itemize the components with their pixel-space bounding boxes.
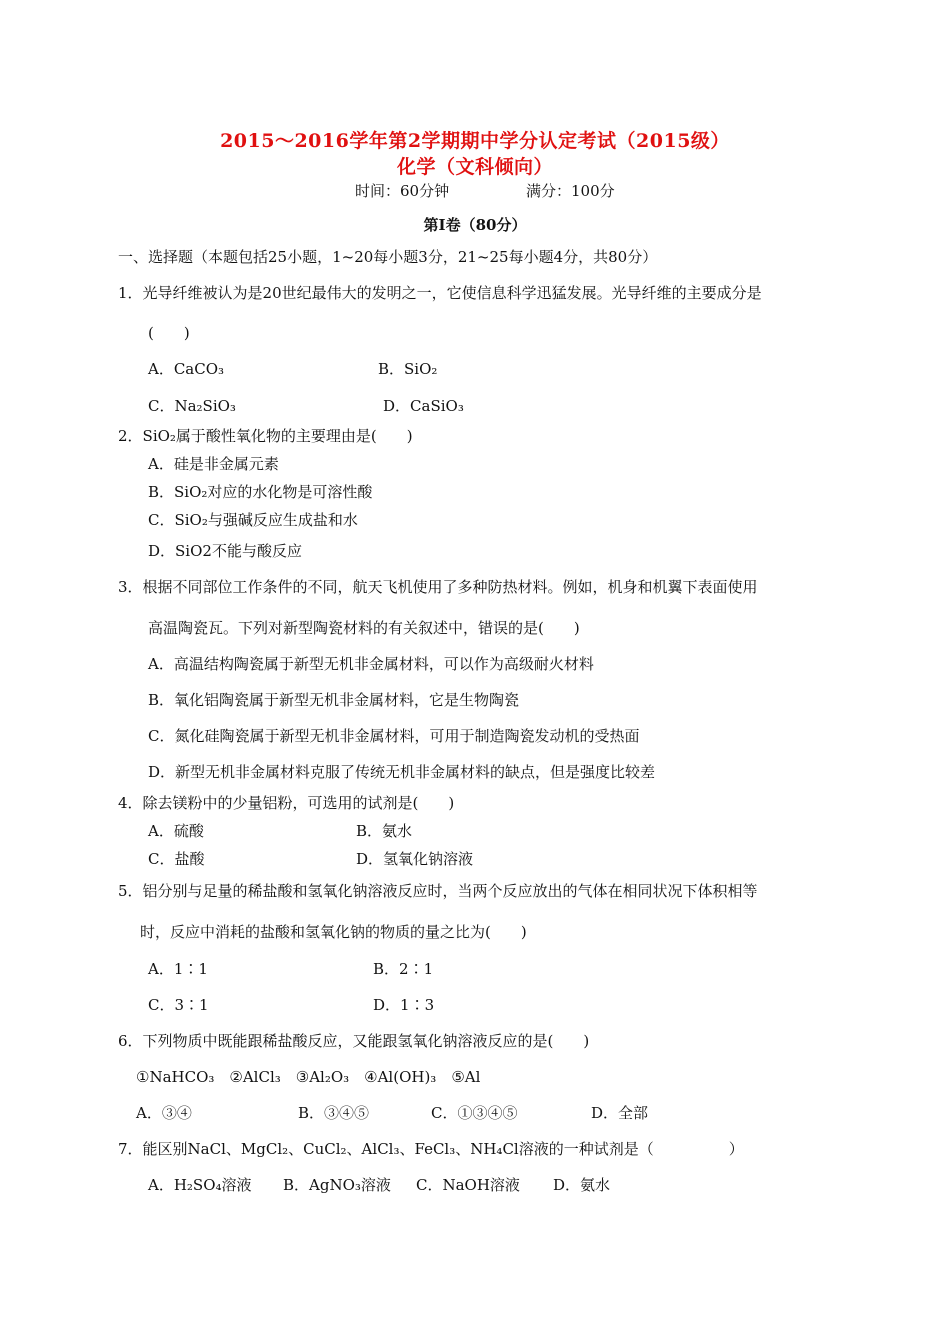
- question-5-option-d: D．1∶3: [373, 996, 435, 1014]
- question-1-bracket: ( ): [148, 324, 190, 342]
- question-1-option-c: C．Na₂SiO₃: [148, 397, 236, 415]
- question-5-option-b: B．2∶1: [373, 960, 434, 978]
- question-4-option-c: C．盐酸: [148, 850, 205, 868]
- question-3-option-a: A．高温结构陶瓷属于新型无机非金属材料，可以作为高级耐火材料: [148, 655, 594, 673]
- question-4-stem: 4．除去镁粉中的少量铝粉，可选用的试剂是( ): [118, 794, 455, 812]
- question-3-stem: 3．根据不同部位工作条件的不同，航天飞机使用了多种防热材料。例如，机身和机翼下表面使用: [118, 578, 758, 596]
- question-3-option-c: C．氮化硅陶瓷属于新型无机非金属材料，可用于制造陶瓷发动机的受热面: [148, 727, 640, 745]
- question-3-option-b: B．氧化铝陶瓷属于新型无机非金属材料，它是生物陶瓷: [148, 691, 520, 709]
- question-6-substances: ①NaHCO₃ ②AlCl₃ ③Al₂O₃ ④Al(OH)₃ ⑤Al: [136, 1068, 481, 1086]
- question-1-option-b: B．SiO₂: [378, 360, 438, 378]
- question-2-option-c: C．SiO₂与强碱反应生成盐和水: [148, 511, 358, 529]
- question-6-option-b: B．③④⑤: [298, 1104, 370, 1122]
- question-6-option-a: A．③④: [136, 1104, 192, 1122]
- exam-title: 2015～2016学年第2学期期中学分认定考试（2015级）: [220, 130, 730, 152]
- question-6-option-d: D．全部: [591, 1104, 649, 1122]
- question-5-option-c: C．3∶1: [148, 996, 209, 1014]
- question-5-stem: 5．铝分别与足量的稀盐酸和氢氧化钠溶液反应时，当两个反应放出的气体在相同状况下体积相等: [118, 882, 758, 900]
- question-7-option-d: D．氨水: [553, 1176, 611, 1194]
- question-7-option-a: A．H₂SO₄溶液: [148, 1176, 252, 1194]
- question-7-option-b: B．AgNO₃溶液: [283, 1176, 391, 1194]
- question-5-option-a: A．1∶1: [148, 960, 208, 978]
- question-7-stem: 7．能区别NaCl、MgCl₂、CuCl₂、AlCl₃、FeCl₃、NH₄Cl溶液的一种试剂是（ ）: [118, 1140, 744, 1158]
- question-2-option-b: B．SiO₂对应的水化物是可溶性酸: [148, 483, 373, 501]
- question-7-option-c: C．NaOH溶液: [416, 1176, 520, 1194]
- question-1-stem: 1．光导纤维被认为是20世纪最伟大的发明之一，它使信息科学迅猛发展。光导纤维的主要成分是: [118, 284, 762, 302]
- section-title: 第Ⅰ卷（80分）: [423, 216, 527, 234]
- question-3-option-d: D．新型无机非金属材料克服了传统无机非金属材料的缺点，但是强度比较差: [148, 763, 656, 781]
- question-5-stem-cont: 时，反应中消耗的盐酸和氢氧化钠的物质的量之比为( ): [140, 923, 527, 941]
- exam-score: 满分：100分: [526, 182, 615, 200]
- question-2-option-d: D．SiO2不能与酸反应: [148, 542, 302, 560]
- question-2-option-a: A．硅是非金属元素: [148, 455, 279, 473]
- question-2-stem: 2．SiO₂属于酸性氧化物的主要理由是( ): [118, 427, 413, 445]
- question-3-stem-cont: 高温陶瓷瓦。下列对新型陶瓷材料的有关叙述中，错误的是( ): [148, 619, 580, 637]
- question-4-option-d: D．氢氧化钠溶液: [356, 850, 474, 868]
- exam-time: 时间：60分钟: [355, 182, 450, 200]
- question-6-option-c: C．①③④⑤: [431, 1104, 518, 1122]
- question-4-option-b: B．氨水: [356, 822, 413, 840]
- exam-subtitle: 化学（文科倾向）: [396, 156, 553, 178]
- instructions: 一、选择题（本题包括25小题，1~20每小题3分，21~25每小题4分，共80分）: [118, 248, 658, 266]
- question-1-option-a: A．CaCO₃: [148, 360, 225, 378]
- question-6-stem: 6．下列物质中既能跟稀盐酸反应，又能跟氢氧化钠溶液反应的是( ): [118, 1032, 590, 1050]
- question-4-option-a: A．硫酸: [148, 822, 204, 840]
- question-1-option-d: D．CaSiO₃: [383, 397, 464, 415]
